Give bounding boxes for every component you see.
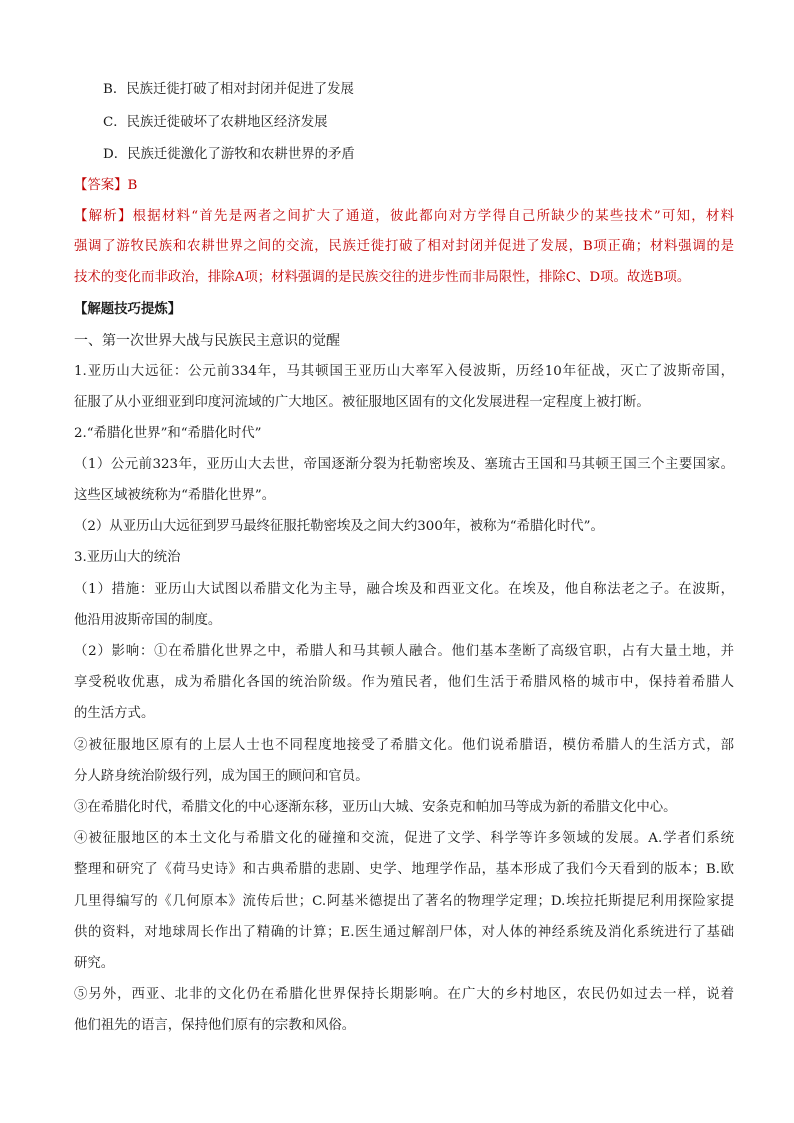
paragraph-3-2-line-3: 的生活方式。 xyxy=(74,706,155,721)
paragraph-7-line-1: ⑤另外，西亚、北非的文化仍在希腊化世界保持长期影响。在广大的乡村地区，农民仍如过去一样，说着 xyxy=(74,987,734,1002)
paragraph-3-1-line-1: （1）措施：亚历山大试图以希腊文化为主导，融合埃及和西亚文化。在埃及，他自称法老之子。在波斯， xyxy=(74,582,734,597)
paragraph-4-line-2: 分人跻身统治阶级行列，成为国王的顾问和官员。 xyxy=(74,769,369,784)
analysis-line-1: 【解析】根据材料“首先是两者之间扩大了通道，彼此都向对方学得自己所缺少的某些技术”可知，材料 xyxy=(74,209,734,224)
paragraph-6-line-2: 整理和研究了《荷马史诗》和古典希腊的悲剧、史学、地理学作品，基本形成了我们今天看到的版本；B.欧 xyxy=(74,862,734,877)
tips-heading: 【解题技巧提炼】 xyxy=(74,301,182,317)
option-d: D．民族迁徙激化了游牧和农耕世界的矛盾 xyxy=(103,147,355,162)
paragraph-6-line-5: 研究。 xyxy=(74,956,115,971)
paragraph-3-2-line-1: （2）影响：①在希腊化世界之中，希腊人和马其顿人融合。他们基本垄断了高级官职，占有大量土地，并 xyxy=(74,644,734,659)
paragraph-2-title: 2.“希腊化世界”和“希腊化时代” xyxy=(74,426,262,441)
paragraph-3-1-line-2: 他沿用波斯帝国的制度。 xyxy=(74,613,222,628)
paragraph-7-line-2: 他们祖先的语言，保持他们原有的宗教和风俗。 xyxy=(74,1018,356,1033)
paragraph-6-line-1: ④被征服地区的本土文化与希腊文化的碰撞和交流，促进了文学、科学等许多领域的发展。A.学者们系统 xyxy=(74,831,734,846)
paragraph-1-line-1: 1.亚历山大远征：公元前334年，马其顿国王亚历山大率军入侵波斯，历经10年征战，灭亡了波斯帝国， xyxy=(74,364,734,379)
paragraph-1-line-2: 征服了从小亚细亚到印度河流域的广大地区。被征服地区固有的文化发展进程一定程度上被打断。 xyxy=(74,395,650,410)
paragraph-6-line-3: 几里得编写的《几何原本》流传后世；C.阿基米德提出了著名的物理学定理；D.埃拉托斯提尼利用探险家提 xyxy=(74,894,734,909)
paragraph-3-2-line-2: 享受税收优惠，成为希腊化各国的统治阶级。作为殖民者，他们生活于希腊风格的城市中，保持着希腊人 xyxy=(74,675,734,690)
analysis-line-2: 强调了游牧民族和农耕世界之间的交流，民族迁徙打破了相对封闭并促进了发展，B项正确；材料强调的是 xyxy=(74,239,734,254)
paragraph-4-line-1: ②被征服地区原有的上层人士也不同程度地接受了希腊文化。他们说希腊语，模仿希腊人的生活方式，部 xyxy=(74,738,734,753)
paragraph-2-1-line-2: 这些区域被统称为“希腊化世界”。 xyxy=(74,488,276,503)
paragraph-2-1-line-1: （1）公元前323年，亚历山大去世，帝国逐渐分裂为托勒密埃及、塞琉古王国和马其顿王国三个主要国家。 xyxy=(74,457,734,472)
option-b: B．民族迁徙打破了相对封闭并促进了发展 xyxy=(103,82,354,97)
paragraph-2-2: （2）从亚历山大远征到罗马最终征服托勒密埃及之间大约300年，被称为“希腊化时代”。 xyxy=(74,519,604,534)
paragraph-3-title: 3.亚历山大的统治 xyxy=(74,550,181,565)
section-title: 一、第一次世界大战与民族民主意识的觉醒 xyxy=(74,333,340,349)
paragraph-5: ③在希腊化时代，希腊文化的中心逐渐东移，亚历山大城、安条克和帕加马等成为新的希腊文化中心。 xyxy=(74,800,677,815)
answer-line: 【答案】B xyxy=(74,178,138,193)
option-c: C．民族迁徙破坏了农耕地区经济发展 xyxy=(103,115,328,130)
paragraph-6-line-4: 供的资料，对地球周长作出了精确的计算；E.医生通过解剖尸体，对人体的神经系统及消化系统进行了基础 xyxy=(74,925,734,940)
analysis-line-3: 技术的变化而非政治，排除A项；材料强调的是民族交往的进步性而非局限性，排除C、D项。故选B项。 xyxy=(74,270,691,285)
